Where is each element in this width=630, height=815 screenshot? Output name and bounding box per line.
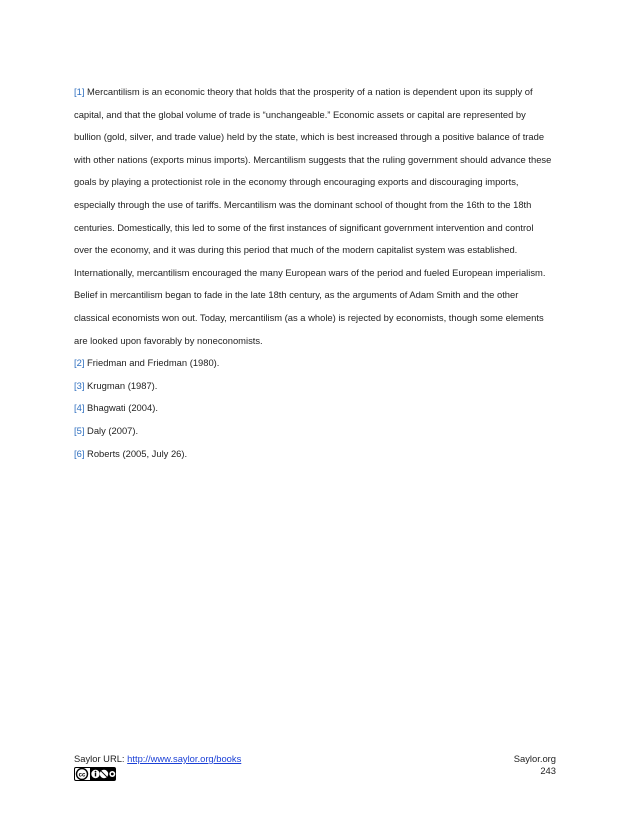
footnote-1-text: Mercantilism is an economic theory that holds that the prosperity of a nation is dependent upon its supply of capital, and that the global volume of trade is “unchangeable.” Economic assets or capital are represented by bullion (gold, silver, and trade value) held by the state, which is best increased through a positive balance of trade with other nations (exports minus imports). Mercantilism suggests that the ruling government should advance these goals by playing a protectionist role in the economy through encouraging exports and discouraging imports, especially through the use of tariffs. Mercantilism was the dominant school of thought from the 16th to the 18th centuries. Domestically, this led to some of the first instances of significant government intervention and control over the economy, and it was during this period that much of the modern capitalist system was established. Internationally, mercantilism encouraged the many European wars of the period and fueled European imperialism. Belief in mercantilism began to fade in the late 18th century, as the arguments of Adam Smith and the other classical economists won out. Today, mercantilism (as a whole) is rejected by economists, though some elements are looked upon favorably by noneconomists.: [74, 86, 552, 346]
footnote-3-text: Krugman (1987).: [87, 379, 158, 391]
footnote-6: [74, 443, 554, 466]
footnote-5-text: Daly (2007).: [87, 424, 139, 436]
footnote-3: [74, 375, 554, 398]
footer-url-label: Saylor URL:: [74, 753, 128, 764]
footnote-4-text: Bhagwati (2004).: [87, 402, 158, 414]
footnote-6-text: Roberts (2005, July 26).: [87, 447, 188, 459]
footer-site-info: [514, 753, 556, 777]
footnote-1-ref-link[interactable]: [1]: [74, 86, 85, 97]
footnote-5: [74, 420, 554, 443]
footnote-2-ref-link[interactable]: [2]: [74, 357, 85, 369]
creative-commons-license-icon: [74, 767, 116, 781]
footnote-5-ref-link[interactable]: [5]: [74, 424, 85, 436]
footnote-1: [74, 81, 554, 352]
cc-badge-text: cc: [78, 772, 86, 779]
footnote-4: [74, 397, 554, 420]
footnotes-section: [74, 81, 554, 465]
footer-site-name: Saylor.org: [513, 753, 556, 764]
footnote-2-text: Friedman and Friedman (1980).: [87, 357, 220, 369]
footnote-4-ref-link[interactable]: [4]: [74, 402, 85, 414]
footer-source: [74, 753, 241, 765]
page-number: 243: [540, 765, 556, 776]
saylor-books-link[interactable]: http://www.saylor.org/books: [127, 753, 242, 764]
footnote-2: [74, 352, 554, 375]
footnote-3-ref-link[interactable]: [3]: [74, 379, 85, 391]
footnote-6-ref-link[interactable]: [6]: [74, 447, 85, 459]
